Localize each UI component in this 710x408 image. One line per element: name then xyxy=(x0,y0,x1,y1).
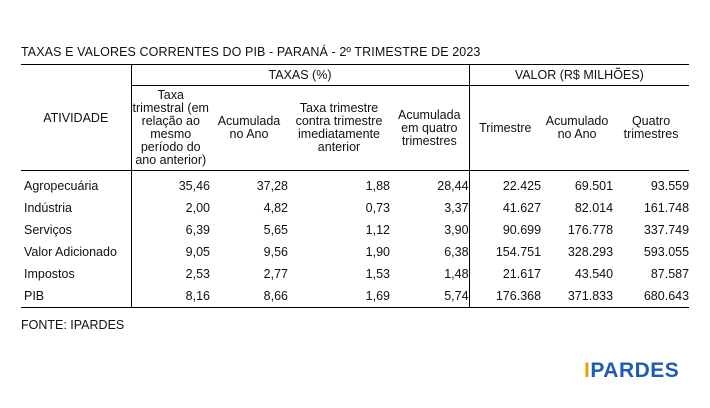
table-cell: 1,69 xyxy=(288,285,390,308)
table-cell: 2,00 xyxy=(131,197,210,219)
table-cell: 1,12 xyxy=(365,223,390,237)
table-cell: 43.540 xyxy=(574,267,614,281)
table-title: TAXAS E VALORES CORRENTES DO PIB - PARANÁ - 2º TRIMESTRE DE 2023 xyxy=(21,45,481,59)
row-label: PIB xyxy=(21,285,131,308)
table-cell: 2,53 xyxy=(131,263,210,285)
header-acumulada-ano: Acumulada no Ano xyxy=(210,86,288,171)
table-cell: 0,73 xyxy=(365,201,390,215)
table-cell: 176.368 xyxy=(469,285,541,308)
table-cell: 90.699 xyxy=(469,219,541,241)
table-cell: 1,90 xyxy=(365,245,390,259)
header-valor-quatro-tri: Quatro trimestres xyxy=(613,86,689,171)
header-atividade: ATIVIDADE xyxy=(21,65,131,171)
table-cell: 328.293 xyxy=(567,245,614,259)
table-cell: 21.617 xyxy=(469,263,541,285)
row-label: Indústria xyxy=(24,201,72,215)
table-cell: 593.055 xyxy=(643,245,690,259)
table-cell: 6,39 xyxy=(131,219,210,241)
header-valor-group: VALOR (R$ MILHÕES) xyxy=(469,65,689,86)
table-row xyxy=(21,219,689,241)
table-cell: 4,82 xyxy=(263,201,288,215)
pib-table xyxy=(21,64,689,308)
table-cell: 337.749 xyxy=(643,223,690,237)
table-row xyxy=(21,285,689,308)
table-cell: 5,65 xyxy=(263,223,288,237)
header-taxas-group: TAXAS (%) xyxy=(131,65,469,86)
table-cell: 8,66 xyxy=(210,285,288,308)
table-cell: 28,44 xyxy=(437,179,469,193)
table-cell: 1,48 xyxy=(444,267,469,281)
table-cell: 176.778 xyxy=(567,223,614,237)
table-cell: 371.833 xyxy=(541,285,613,308)
table-cell: 37,28 xyxy=(256,179,288,193)
table-cell: 87.587 xyxy=(650,267,690,281)
table-cell: 3,37 xyxy=(444,201,469,215)
table-cell: 22.425 xyxy=(469,171,541,198)
header-valor-acumulado-ano: Acumulado no Ano xyxy=(541,86,613,171)
table-row xyxy=(21,241,689,263)
table-row xyxy=(21,171,689,198)
table-cell: 680.643 xyxy=(613,285,689,308)
row-label: Serviços xyxy=(24,223,72,237)
table-cell: 41.627 xyxy=(469,197,541,219)
table-cell: 1,53 xyxy=(365,267,390,281)
table-row xyxy=(21,263,689,285)
table-row xyxy=(21,197,689,219)
table-cell: 9,05 xyxy=(131,241,210,263)
table-cell: 161.748 xyxy=(643,201,690,215)
table-cell: 5,74 xyxy=(390,285,469,308)
table-cell: 2,77 xyxy=(263,267,288,281)
table-cell: 69.501 xyxy=(574,179,614,193)
table-cell: 154.751 xyxy=(469,241,541,263)
table-cell: 93.559 xyxy=(650,179,690,193)
row-label: Impostos xyxy=(24,267,75,281)
header-acumulada-quatro-tri: Acumulada em quatro trimestres xyxy=(390,86,469,171)
header-taxa-tri-contra-tri: Taxa trimestre contra trimestre imediatamente anterior xyxy=(288,86,390,171)
table-cell: 82.014 xyxy=(574,201,614,215)
table-cell: 9,56 xyxy=(263,245,288,259)
source-note: FONTE: IPARDES xyxy=(21,318,125,332)
logo-letter-i: I xyxy=(584,359,591,382)
table-cell: 35,46 xyxy=(131,171,210,198)
table-cell: 3,90 xyxy=(444,223,469,237)
header-taxa-trimestral: Taxa trimestral (em relação ao mesmo período do ano anterior) xyxy=(131,86,210,171)
table-cell: 8,16 xyxy=(131,285,210,308)
row-label: Agropecuária xyxy=(24,179,99,193)
table-cell: 6,38 xyxy=(444,245,469,259)
header-valor-trimestre: Trimestre xyxy=(469,86,541,171)
row-label: Valor Adicionado xyxy=(24,245,117,259)
logo-letters: PARDES xyxy=(590,359,680,382)
ipardes-logo xyxy=(584,359,679,383)
table-cell: 1,88 xyxy=(365,179,390,193)
